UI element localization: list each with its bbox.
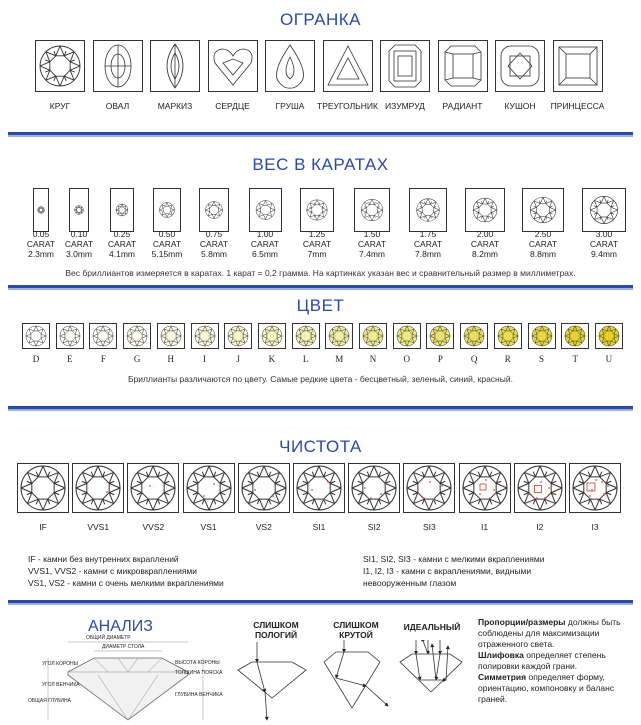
carat-mm: 4.1mm (109, 249, 135, 259)
marquise-cut-icon (151, 41, 199, 91)
cut-shape-box (265, 40, 315, 92)
clarity-diamond-icon (515, 464, 565, 512)
clarity-grade-box (514, 463, 566, 513)
section-title-carat: ВЕС В КАРАТАХ (252, 155, 389, 174)
cut-shape-box (438, 40, 488, 92)
color-diamond-icon (427, 324, 453, 348)
carat-box (465, 188, 505, 232)
carat-box (249, 188, 282, 232)
color-grade-box (22, 323, 50, 349)
clarity-grade-label: SI1 (312, 522, 326, 532)
color-diamond-icon (192, 324, 218, 348)
clarity-diamond-icon (239, 464, 289, 512)
clarity-diamond-icon (294, 464, 344, 512)
analysis-text-polish: Шлифовка определяет степень полировки каждой грани. (478, 650, 606, 671)
cut-label: РАДИАНТ (442, 101, 483, 111)
carat-unit: CARAT (250, 239, 280, 249)
cut-shape-box (208, 40, 258, 92)
carat-diamond-icon (154, 189, 180, 231)
carat-weight: 1.00 (256, 229, 274, 239)
carat-diamond-icon (583, 189, 625, 231)
color-diamond-icon (562, 324, 588, 348)
carat-mm: 8.2mm (472, 249, 498, 259)
color-caption: Бриллианты различаются по цвету. Самые редкие цвета - бесцветный, зеленый, синий, красный. (128, 374, 513, 384)
carat-box (33, 188, 49, 232)
carat-diamond-icon (70, 189, 88, 231)
color-diamond-icon (158, 324, 184, 348)
clarity-grade-label: VVS1 (87, 522, 110, 532)
cut-shape-box (150, 40, 200, 92)
carat-weight: 1.50 (363, 229, 381, 239)
clarity-grade-box (403, 463, 455, 513)
heart-cut-icon (209, 41, 257, 91)
color-diamond-icon (225, 324, 251, 348)
cut-label: СЕРДЦЕ (215, 101, 250, 111)
cut-label: ГРУША (275, 101, 305, 111)
clarity-grade-label: VVS2 (142, 522, 165, 532)
carat-box (354, 188, 390, 232)
clarity-grade-box (459, 463, 511, 513)
label-too-shallow: СЛИШКОМ ПОЛОГИЙ (253, 620, 299, 640)
color-diamond-icon (529, 324, 555, 348)
color-grade-letter: Q (470, 354, 478, 364)
color-grade-letter: F (100, 354, 106, 364)
emerald-cut-icon (381, 41, 429, 91)
carat-box (409, 188, 447, 232)
label-ideal: ИДЕАЛЬНЫЙ (403, 622, 461, 632)
carat-box (300, 188, 334, 232)
color-diamond-icon (326, 324, 352, 348)
color-grade-letter: R (504, 354, 511, 364)
carat-weight: 1.75 (419, 229, 437, 239)
carat-diamond-icon (200, 189, 228, 231)
clarity-grade-box (238, 463, 290, 513)
color-grade-letter: M (335, 354, 344, 364)
clarity-diamond-icon (128, 464, 178, 512)
carat-unit: CARAT (64, 239, 94, 249)
carat-diamond-icon (34, 189, 48, 231)
clarity-grade-box (17, 463, 69, 513)
clarity-grade-box (293, 463, 345, 513)
clarity-legend-right (363, 553, 544, 589)
carat-mm: 2.3mm (28, 249, 54, 259)
section-divider (8, 406, 633, 409)
section-title-clarity: ЧИСТОТА (279, 437, 362, 456)
carat-mm: 5.15mm (151, 249, 183, 259)
analysis-text-symmetry: Симметрия определяет форму, ориентацию, компоновку и баланс граней. (478, 672, 615, 704)
carat-diamond-icon (355, 189, 389, 231)
carat-diamond-icon (301, 189, 333, 231)
color-grade-box (393, 323, 421, 349)
color-grade-letter: D (32, 354, 40, 364)
carat-box (153, 188, 181, 232)
cut-shape-box (323, 40, 373, 92)
clarity-legend-line: SI1, SI2, SI3 - камни с мелкими вкраплениями (363, 554, 545, 564)
carat-mm: 7mm (307, 249, 327, 259)
label-table-diameter: ДИАМЕТР СТОЛА (102, 644, 145, 650)
color-grade-box (292, 323, 320, 349)
proportions-diagram (28, 632, 228, 722)
carat-mm: 8.8mm (530, 249, 556, 259)
cut-label: ОВАЛ (105, 101, 130, 111)
color-grade-letter: H (167, 354, 175, 364)
color-diamond-icon (495, 324, 521, 348)
pear-cut-icon (266, 41, 314, 91)
cut-label: ТРЕУГОЛЬНИК (317, 101, 378, 111)
carat-weight: 0.05 (32, 229, 50, 239)
carat-box (522, 188, 564, 232)
carat-diamond-icon (523, 189, 563, 231)
cut-label: ПРИНЦЕССА (550, 101, 605, 111)
section-divider (8, 132, 633, 135)
ideal-diagram (400, 640, 462, 692)
oval-cut-icon (94, 41, 142, 91)
label-pavilion-angle: УГОЛ ВЕНЧИКА (42, 682, 80, 688)
color-grade-box (89, 323, 117, 349)
clarity-diamond-icon (460, 464, 510, 512)
color-grade-letter: N (369, 354, 377, 364)
carat-diamond-icon (410, 189, 446, 231)
label-crown-angle: УГОЛ КОРОНЫ (42, 661, 79, 667)
clarity-diamond-icon (404, 464, 454, 512)
carat-unit: CARAT (199, 239, 229, 249)
clarity-diamond-icon (349, 464, 399, 512)
clarity-grade-label: I1 (481, 522, 489, 532)
carat-weight: 2.50 (534, 229, 552, 239)
cut-shape-box (380, 40, 430, 92)
clarity-grade-label: IF (39, 522, 47, 532)
color-grade-box (325, 323, 353, 349)
color-grade-box (595, 323, 623, 349)
color-grade-box (123, 323, 151, 349)
color-grade-box (359, 323, 387, 349)
color-grade-box (426, 323, 454, 349)
clarity-grade-box (569, 463, 621, 513)
color-diamond-icon (394, 324, 420, 348)
carat-unit: CARAT (470, 239, 500, 249)
clarity-legend-line: VVS1, VVS2 - камни с микровкраплениями (28, 566, 198, 576)
color-diamond-icon (57, 324, 83, 348)
color-grade-letter: G (133, 354, 141, 364)
section-title-analysis: АНАЛИЗ (88, 618, 153, 635)
color-diamond-icon (360, 324, 386, 348)
carat-mm: 7.4mm (359, 249, 385, 259)
analysis-text (478, 617, 636, 705)
color-diamond-icon (90, 324, 116, 348)
section-title-color: ЦВЕТ (296, 296, 345, 315)
cut-shape-box (495, 40, 545, 92)
carat-unit: CARAT (528, 239, 558, 249)
carat-unit: CARAT (302, 239, 332, 249)
section-divider (8, 285, 633, 288)
carat-mm: 5.8mm (201, 249, 227, 259)
color-grade-box (528, 323, 556, 349)
clarity-grade-label: VS1 (200, 522, 217, 532)
clarity-diamond-icon (73, 464, 123, 512)
carat-weight: 0.10 (70, 229, 88, 239)
clarity-legend-line: I1, I2, I3 - камни с вкраплениями, видными (363, 566, 532, 576)
clarity-legend-line: VS1, VS2 - камни с очень мелкими вкраплениями (28, 578, 224, 588)
color-grade-letter: J (236, 354, 240, 364)
carat-unit: CARAT (107, 239, 137, 249)
color-diamond-icon (293, 324, 319, 348)
clarity-grade-box (348, 463, 400, 513)
round-cut-icon (36, 41, 84, 91)
color-diamond-icon (461, 324, 487, 348)
deep-diagram (324, 640, 388, 708)
cut-label: МАРКИЗ (157, 101, 193, 111)
carat-unit: CARAT (589, 239, 619, 249)
carat-weight: 0.50 (158, 229, 176, 239)
color-grade-letter: O (403, 354, 410, 364)
clarity-grade-label: SI2 (367, 522, 381, 532)
color-grade-box (56, 323, 84, 349)
section-divider (8, 600, 633, 603)
carat-diamond-icon (466, 189, 504, 231)
clarity-legend-line: IF - камни без внутренних вкраплений (28, 554, 179, 564)
color-grade-letter: U (605, 354, 613, 364)
carat-unit: CARAT (357, 239, 387, 249)
color-grade-box (494, 323, 522, 349)
cut-label: ИЗУМРУД (385, 101, 425, 111)
clarity-legend-left (28, 553, 224, 589)
color-grade-box (191, 323, 219, 349)
carat-diamond-icon (250, 189, 281, 231)
label-crown-height: ВЫСОТА КОРОНЫ (175, 660, 220, 666)
color-diamond-icon (124, 324, 150, 348)
color-diamond-icon (596, 324, 622, 348)
color-diamond-icon (23, 324, 49, 348)
color-grade-letter: S (538, 354, 544, 364)
carat-mm: 7.8mm (415, 249, 441, 259)
section-title-cut: ОГРАНКА (280, 10, 361, 29)
light-path-diagrams (232, 640, 472, 722)
carat-weight: 1.25 (308, 229, 326, 239)
color-grade-letter: E (66, 354, 73, 364)
carat-box (69, 188, 89, 232)
color-grade-box (224, 323, 252, 349)
clarity-grade-box (72, 463, 124, 513)
carat-weight: 0.25 (113, 229, 131, 239)
clarity-grade-label: I3 (591, 522, 599, 532)
label-girdle-thickness: ТОЛЩИНА ПОЯСКА (175, 670, 223, 676)
label-pavilion-depth: ГЛУБИНА ВЕНЧИКА (175, 692, 223, 698)
clarity-diamond-icon (184, 464, 234, 512)
princess-cut-icon (554, 41, 602, 91)
clarity-grade-box (183, 463, 235, 513)
color-grade-letter: I (203, 354, 206, 364)
carat-diamond-icon (111, 189, 133, 231)
cut-label: КУШОН (504, 101, 536, 111)
label-total-diameter: ОБЩИЙ ДИАМЕТР (86, 635, 131, 641)
carat-mm: 3.0mm (66, 249, 92, 259)
clarity-grade-label: SI3 (423, 522, 436, 532)
clarity-grade-label: VS2 (255, 522, 272, 532)
carat-mm: 6.5mm (252, 249, 278, 259)
radiant-cut-icon (439, 41, 487, 91)
carat-box (199, 188, 229, 232)
carat-box (110, 188, 134, 232)
color-grade-letter: P (437, 354, 443, 364)
color-grade-box (561, 323, 589, 349)
clarity-diamond-icon (570, 464, 620, 512)
cut-label: КРУГ (49, 101, 71, 111)
cut-shape-box (553, 40, 603, 92)
clarity-legend-line: невооруженным глазом (363, 578, 457, 588)
cut-shape-box (93, 40, 143, 92)
carat-weight: 3.00 (595, 229, 613, 239)
color-grade-letter: T (572, 354, 578, 364)
color-diamond-icon (259, 324, 285, 348)
color-grade-letter: L (302, 354, 309, 364)
color-grade-box (157, 323, 185, 349)
carat-mm: 9.4mm (591, 249, 617, 259)
clarity-grade-box (127, 463, 179, 513)
carat-unit: CARAT (26, 239, 56, 249)
carat-unit: CARAT (152, 239, 182, 249)
carat-unit: CARAT (413, 239, 443, 249)
triangle-cut-icon (324, 41, 372, 91)
label-total-depth: ОБЩАЯ ГЛУБИНА (28, 698, 71, 704)
label-too-deep: СЛИШКОМ КРУТОЙ (333, 620, 379, 640)
shallow-diagram (238, 642, 306, 720)
clarity-grade-label: I2 (536, 522, 544, 532)
color-grade-box (460, 323, 488, 349)
carat-caption: Вес бриллиантов измеряется в каратах. 1 карат = 0,2 грамма. На картинках указан вес и сравнительный размер в миллиметрах. (65, 268, 576, 278)
cushion-cut-icon (496, 41, 544, 91)
carat-box (582, 188, 626, 232)
cut-shape-box (35, 40, 85, 92)
analysis-text-proportions: Пропорции/размеры должны быть соблюдены для максимизации отраженного света. (478, 617, 621, 649)
color-grade-letter: K (268, 354, 276, 364)
carat-weight: 0.75 (205, 229, 223, 239)
color-grade-box (258, 323, 286, 349)
clarity-diamond-icon (18, 464, 68, 512)
carat-weight: 2.00 (476, 229, 494, 239)
